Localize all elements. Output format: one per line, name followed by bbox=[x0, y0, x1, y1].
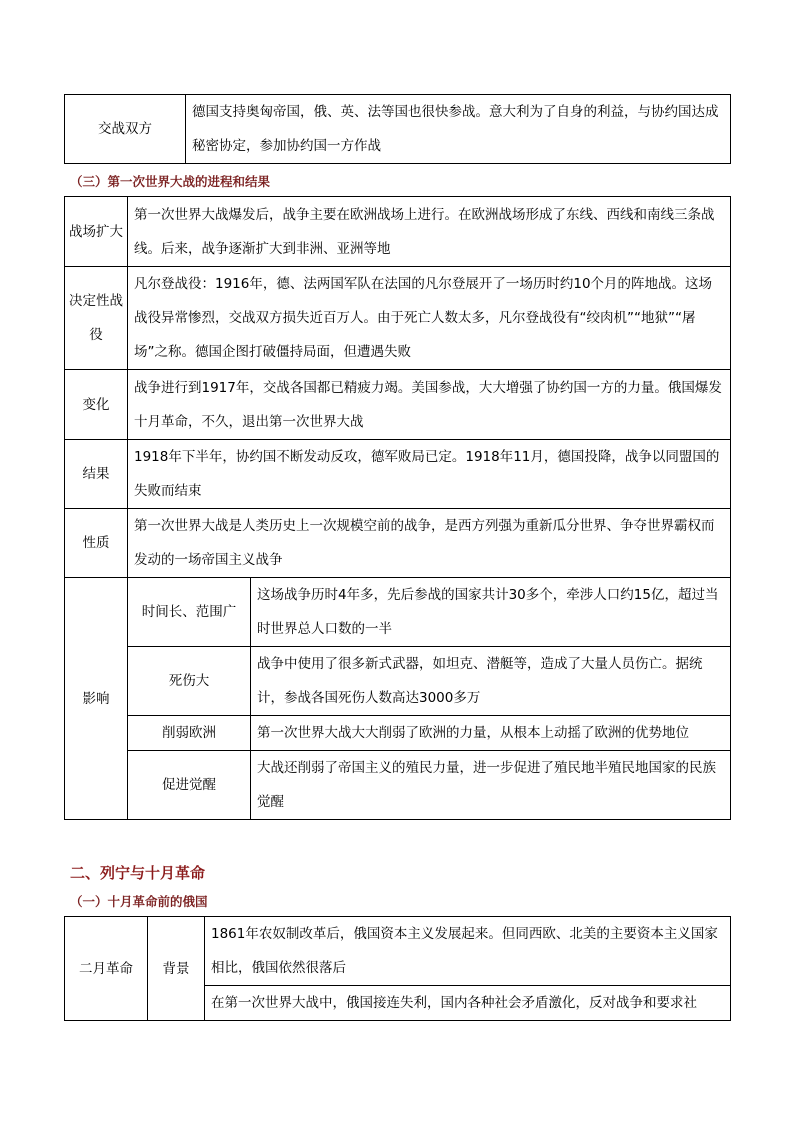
table-row bbox=[65, 917, 731, 986]
sub-label: 死伤大 bbox=[128, 647, 251, 716]
table-row bbox=[65, 95, 731, 164]
table-row bbox=[65, 751, 731, 820]
row-label: 决定性战役 bbox=[65, 267, 128, 370]
row-content: 这场战争历时4年多，先后参战的国家共计30多个，牵涉人口约15亿，超过当时世界总人口数的一半 bbox=[251, 578, 731, 647]
row-content: 大战还削弱了帝国主义的殖民力量，进一步促进了殖民地半殖民地国家的民族觉醒 bbox=[251, 751, 731, 820]
section-title-2-1: （一）十月革命前的俄国 bbox=[70, 894, 208, 909]
row-label: 结果 bbox=[65, 440, 128, 509]
table-belligerents bbox=[64, 94, 731, 164]
sub-label: 促进觉醒 bbox=[128, 751, 251, 820]
table-row bbox=[65, 647, 731, 716]
row-label: 交战双方 bbox=[65, 95, 186, 164]
row-content: 战争中使用了很多新式武器，如坦克、潜艇等，造成了大量人员伤亡。据统计，参战各国死伤人数高达3000多万 bbox=[251, 647, 731, 716]
row-content: 第一次世界大战是人类历史上一次规模空前的战争，是西方列强为重新瓜分世界、争夺世界霸权而发动的一场帝国主义战争 bbox=[128, 509, 731, 578]
table-row bbox=[65, 578, 731, 647]
sub-label: 时间长、范围广 bbox=[128, 578, 251, 647]
table-february-revolution bbox=[64, 916, 731, 1021]
row-content: 1918年下半年，协约国不断发动反攻，德军败局已定。1918年11月，德国投降，战争以同盟国的失败而结束 bbox=[128, 440, 731, 509]
row-label: 二月革命 bbox=[65, 917, 148, 1021]
table-row bbox=[65, 716, 731, 751]
row-content: 在第一次世界大战中，俄国接连失利，国内各种社会矛盾激化，反对战争和要求社 bbox=[205, 986, 731, 1021]
row-label: 性质 bbox=[65, 509, 128, 578]
table-war-process bbox=[64, 196, 731, 820]
section-heading-2: 二、列宁与十月革命 bbox=[70, 864, 206, 882]
row-label: 变化 bbox=[65, 370, 128, 440]
row-label: 影响 bbox=[65, 578, 128, 820]
row-content: 第一次世界大战大大削弱了欧洲的力量，从根本上动摇了欧洲的优势地位 bbox=[251, 716, 731, 751]
row-label: 战场扩大 bbox=[65, 197, 128, 267]
sub-label: 背景 bbox=[148, 917, 205, 1021]
table-row bbox=[65, 440, 731, 509]
row-content: 第一次世界大战爆发后，战争主要在欧洲战场上进行。在欧洲战场形成了东线、西线和南线三条战线。后来，战争逐渐扩大到非洲、亚洲等地 bbox=[128, 197, 731, 267]
table-row bbox=[65, 370, 731, 440]
table-row bbox=[65, 197, 731, 267]
table-row bbox=[65, 267, 731, 370]
section-title-3: （三）第一次世界大战的进程和结果 bbox=[70, 174, 271, 189]
row-content: 凡尔登战役：1916年，德、法两国军队在法国的凡尔登展开了一场历时约10个月的阵地战。这场战役异常惨烈，交战双方损失近百万人。由于死亡人数太多，凡尔登战役有“绞肉机”“地狱”“屠场”之称。德国企图打破僵持局面，但遭遇失败 bbox=[128, 267, 731, 370]
row-content: 德国支持奥匈帝国，俄、英、法等国也很快参战。意大利为了自身的利益，与协约国达成秘密协定，参加协约国一方作战 bbox=[186, 95, 731, 164]
row-content: 1861年农奴制改革后，俄国资本主义发展起来。但同西欧、北美的主要资本主义国家相比，俄国依然很落后 bbox=[205, 917, 731, 986]
row-content: 战争进行到1917年，交战各国都已精疲力竭。美国参战，大大增强了协约国一方的力量。俄国爆发十月革命，不久，退出第一次世界大战 bbox=[128, 370, 731, 440]
table-row bbox=[65, 509, 731, 578]
sub-label: 削弱欧洲 bbox=[128, 716, 251, 751]
